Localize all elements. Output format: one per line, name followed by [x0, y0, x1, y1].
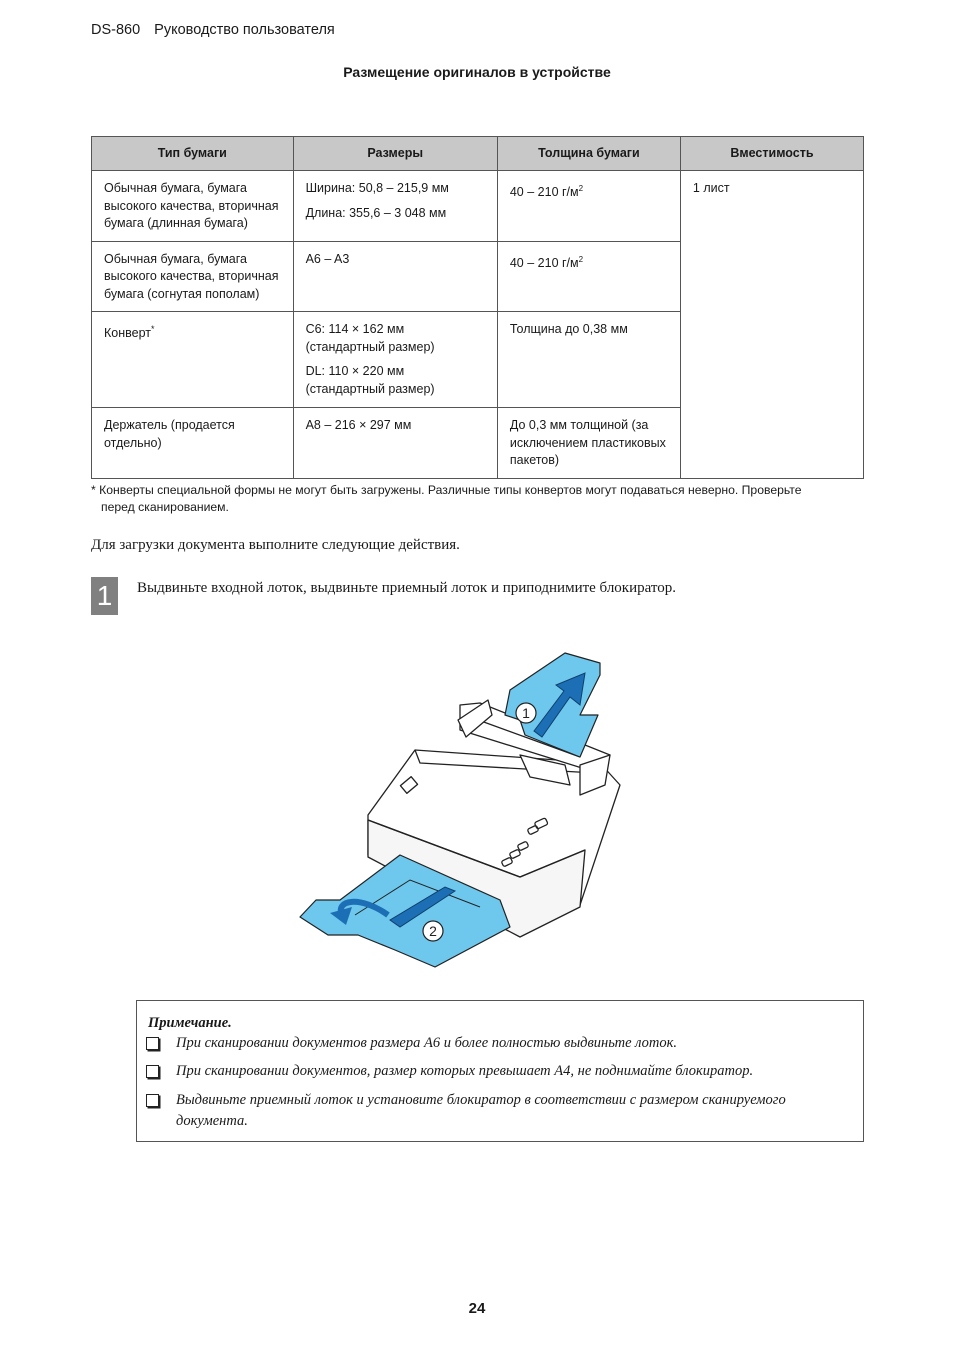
size-cell: A8 – 216 × 297 мм: [293, 408, 497, 479]
table-footnote: [91, 482, 866, 516]
checkbox-bullet-icon: [146, 1094, 159, 1107]
intro-text: Для загрузки документа выполните следующие действия.: [91, 537, 460, 553]
table-header-row: [92, 137, 864, 171]
step-number-badge: 1: [91, 577, 118, 615]
thickness-cell: До 0,3 мм толщиной (за исключением пластиковых пакетов): [497, 408, 680, 479]
paper-type-cell: Обычная бумага, бумага высокого качества, вторичная бумага (длинная бумага): [92, 171, 294, 242]
section-title: Размещение оригиналов в устройстве: [343, 64, 611, 80]
size-cell: C6: 114 × 162 мм (стандартный размер) DL: 110 × 220 мм (стандартный размер): [293, 312, 497, 408]
note-title: Примечание.: [148, 1015, 232, 1031]
capacity-cell: 1 лист: [680, 171, 863, 479]
page-number: 24: [468, 1300, 486, 1317]
column-header: Вместимость: [680, 137, 863, 171]
checkbox-bullet-icon: [146, 1037, 159, 1050]
guide-title: Руководство пользователя: [154, 22, 335, 38]
thickness-cell: 40 – 210 $г/м^2$: [497, 241, 680, 312]
paper-type-cell: Держатель (продается отдельно): [92, 408, 294, 479]
paper-type-cell: Конверт*: [92, 312, 294, 408]
table-row: [92, 171, 864, 242]
checkbox-bullet-icon: [146, 1065, 159, 1078]
svg-text:1: 1: [522, 705, 530, 721]
note-box: Примечание. При сканировании документов размера A6 и более полностью выдвиньте лоток. При сканировании документов, размер которых превышает A4, не поднимайте блокиратор. Выдвиньте приемный лоток и установите блокиратор в соответствии с размером сканируемого документа.: [136, 1000, 864, 1142]
paper-type-cell: Обычная бумага, бумага высокого качества, вторичная бумага (согнутая пополам): [92, 241, 294, 312]
size-cell: Ширина: 50,8 – 215,9 мм Длина: 355,6 – 3 048 мм: [293, 171, 497, 242]
paper-spec-table: [91, 136, 864, 479]
footnote-line: перед сканированием.: [101, 500, 229, 514]
step-text: Выдвиньте входной лоток, выдвиньте приемный лоток и приподнимите блокиратор.: [137, 580, 676, 596]
size-cell: A6 – A3: [293, 241, 497, 312]
footnote-line: * Конверты специальной формы не могут быть загружены. Различные типы конвертов могут подаваться неверно. Проверьте: [91, 483, 802, 497]
running-header: [91, 22, 335, 38]
thickness-cell: 40 – 210 $г/м^2$: [497, 171, 680, 242]
callout-1: [516, 703, 536, 723]
svg-text:2: 2: [429, 923, 437, 939]
callout-2: [423, 921, 443, 941]
thickness-cell: Толщина до 0,38 мм: [497, 312, 680, 408]
column-header: Тип бумаги: [92, 137, 294, 171]
model-name: DS-860: [91, 22, 141, 38]
scanner-illustration: [280, 645, 635, 975]
column-header: Толщина бумаги: [497, 137, 680, 171]
column-header: Размеры: [293, 137, 497, 171]
